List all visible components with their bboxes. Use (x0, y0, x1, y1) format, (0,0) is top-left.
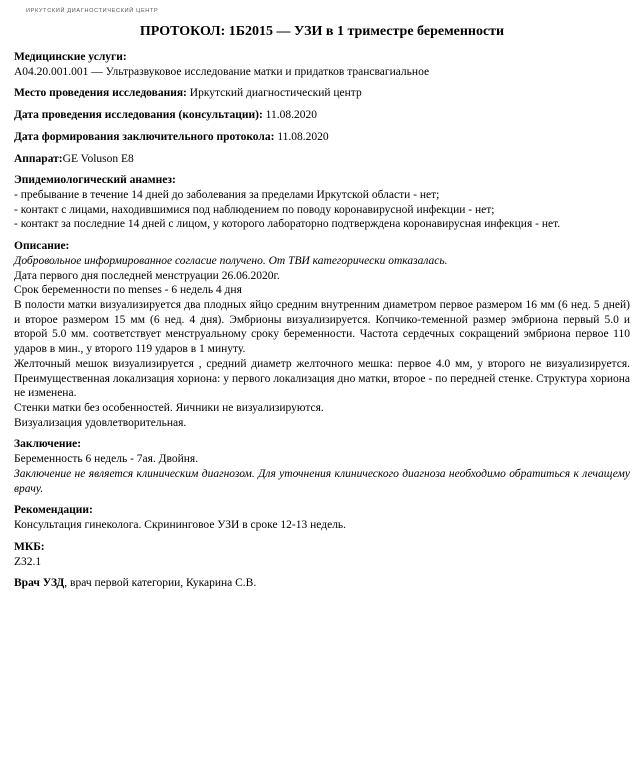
study-date-value: 11.08.2020 (265, 109, 317, 122)
doctor-section (14, 576, 630, 591)
conclusion-note: Заключение не является клиническим диагнозом. Для уточнения клинического диагноза необходимо обратиться к лечащему врачу. (14, 467, 630, 495)
place-section (14, 86, 630, 101)
protocol-date-label: Дата формирования заключительного протокола: (14, 130, 275, 143)
epidemiology-line: - пребывание в течение 14 дней до заболевания за пределами Иркутской области - нет; (14, 188, 440, 201)
recommendations-label: Рекомендации: (14, 504, 93, 517)
medical-services-value: A04.20.001.001 — Ультразвуковое исследование матки и придатков трансвагиальное (14, 65, 430, 78)
place-label: Место проведения исследования: (14, 87, 187, 100)
icd-section (14, 540, 630, 569)
epidemiology-label: Эпидемиологический анамнез: (14, 174, 176, 187)
study-date-label: Дата проведения исследования (консультации): (14, 109, 263, 122)
recommendations-text: Консультация гинеколога. Скрининговое УЗИ в сроке 12-13 недель. (14, 519, 347, 532)
device-value: GE Voluson E8 (62, 152, 134, 165)
doctor-label: Врач УЗД (14, 577, 65, 590)
consent-text: Добровольное информированное согласие получено. От ТВИ категорически отказалась. (14, 254, 448, 267)
epidemiology-section (14, 173, 630, 232)
icd-label: МКБ: (14, 540, 45, 553)
device-section (14, 152, 630, 167)
organization-header: ИРКУТСКИЙ ДИАГНОСТИЧЕСКИЙ ЦЕНТР (26, 8, 159, 14)
epidemiology-line: - контакт с лицами, находившимися под наблюдением по поводу коронавирусной инфекции - нет; (14, 203, 495, 216)
description-paragraph: Стенки матки без особенностей. Яичники не визуализируются. (14, 402, 324, 415)
conclusion-label: Заключение: (14, 438, 82, 451)
description-paragraph: Желточный мешок визуализируется , средний диаметр желточного мешка: первое 4.0 мм, у второго не визуализируется. Преимущественная локализация хориона: у первого локализация дно матки, второе - по передней стенке. Структура хориона не изменена. (14, 357, 630, 400)
device-label: Аппарат: (14, 152, 63, 165)
recommendations-section (14, 503, 630, 532)
gestation-term-text: Срок беременности по menses - 6 недель 4 дня (14, 284, 242, 297)
protocol-date-section (14, 130, 630, 145)
medical-services-section (14, 50, 630, 79)
study-date-section (14, 108, 630, 123)
protocol-date-value: 11.08.2020 (277, 130, 329, 143)
conclusion-section (14, 437, 630, 496)
medical-services-label: Медицинские услуги: (14, 50, 127, 63)
place-value: Иркутский диагностический центр (189, 87, 362, 100)
icd-code: Z32.1 (14, 555, 42, 568)
page-title: ПРОТОКОЛ: 1Б2015 — УЗИ в 1 триместре беременности (139, 24, 505, 40)
doctor-value: , врач первой категории, Кукарина С.В. (64, 577, 257, 590)
description-section (14, 239, 630, 430)
description-paragraph: В полости матки визуализируется два плодных яйцо средним внутренним диаметром первое размером 16 мм (6 нед. 5 дней) и второе размером 15 мм (6 нед. 4 дня). Эмбрионы визуализируется. Копчико-теменной размер эмбриона первый 5.0 и второй 5.0 мм. соответствует менструальному сроку беременности. Частота сердечных сокращений эмбриона первое 110 ударов в мин., у второго 119 ударов в 1 минуту. (14, 299, 630, 356)
lmp-date-text: Дата первого дня последней менструации 26.06.2020г. (14, 269, 280, 282)
epidemiology-line: - контакт за последние 14 дней с лицом, у которого лабораторно подтверждена коронавирусная инфекция - нет. (14, 218, 561, 231)
description-paragraph: Визуализация удовлетворительная. (14, 416, 187, 429)
conclusion-text: Беременность 6 недель - 7ая. Двойня. (14, 453, 199, 466)
description-label: Описание: (14, 240, 70, 253)
